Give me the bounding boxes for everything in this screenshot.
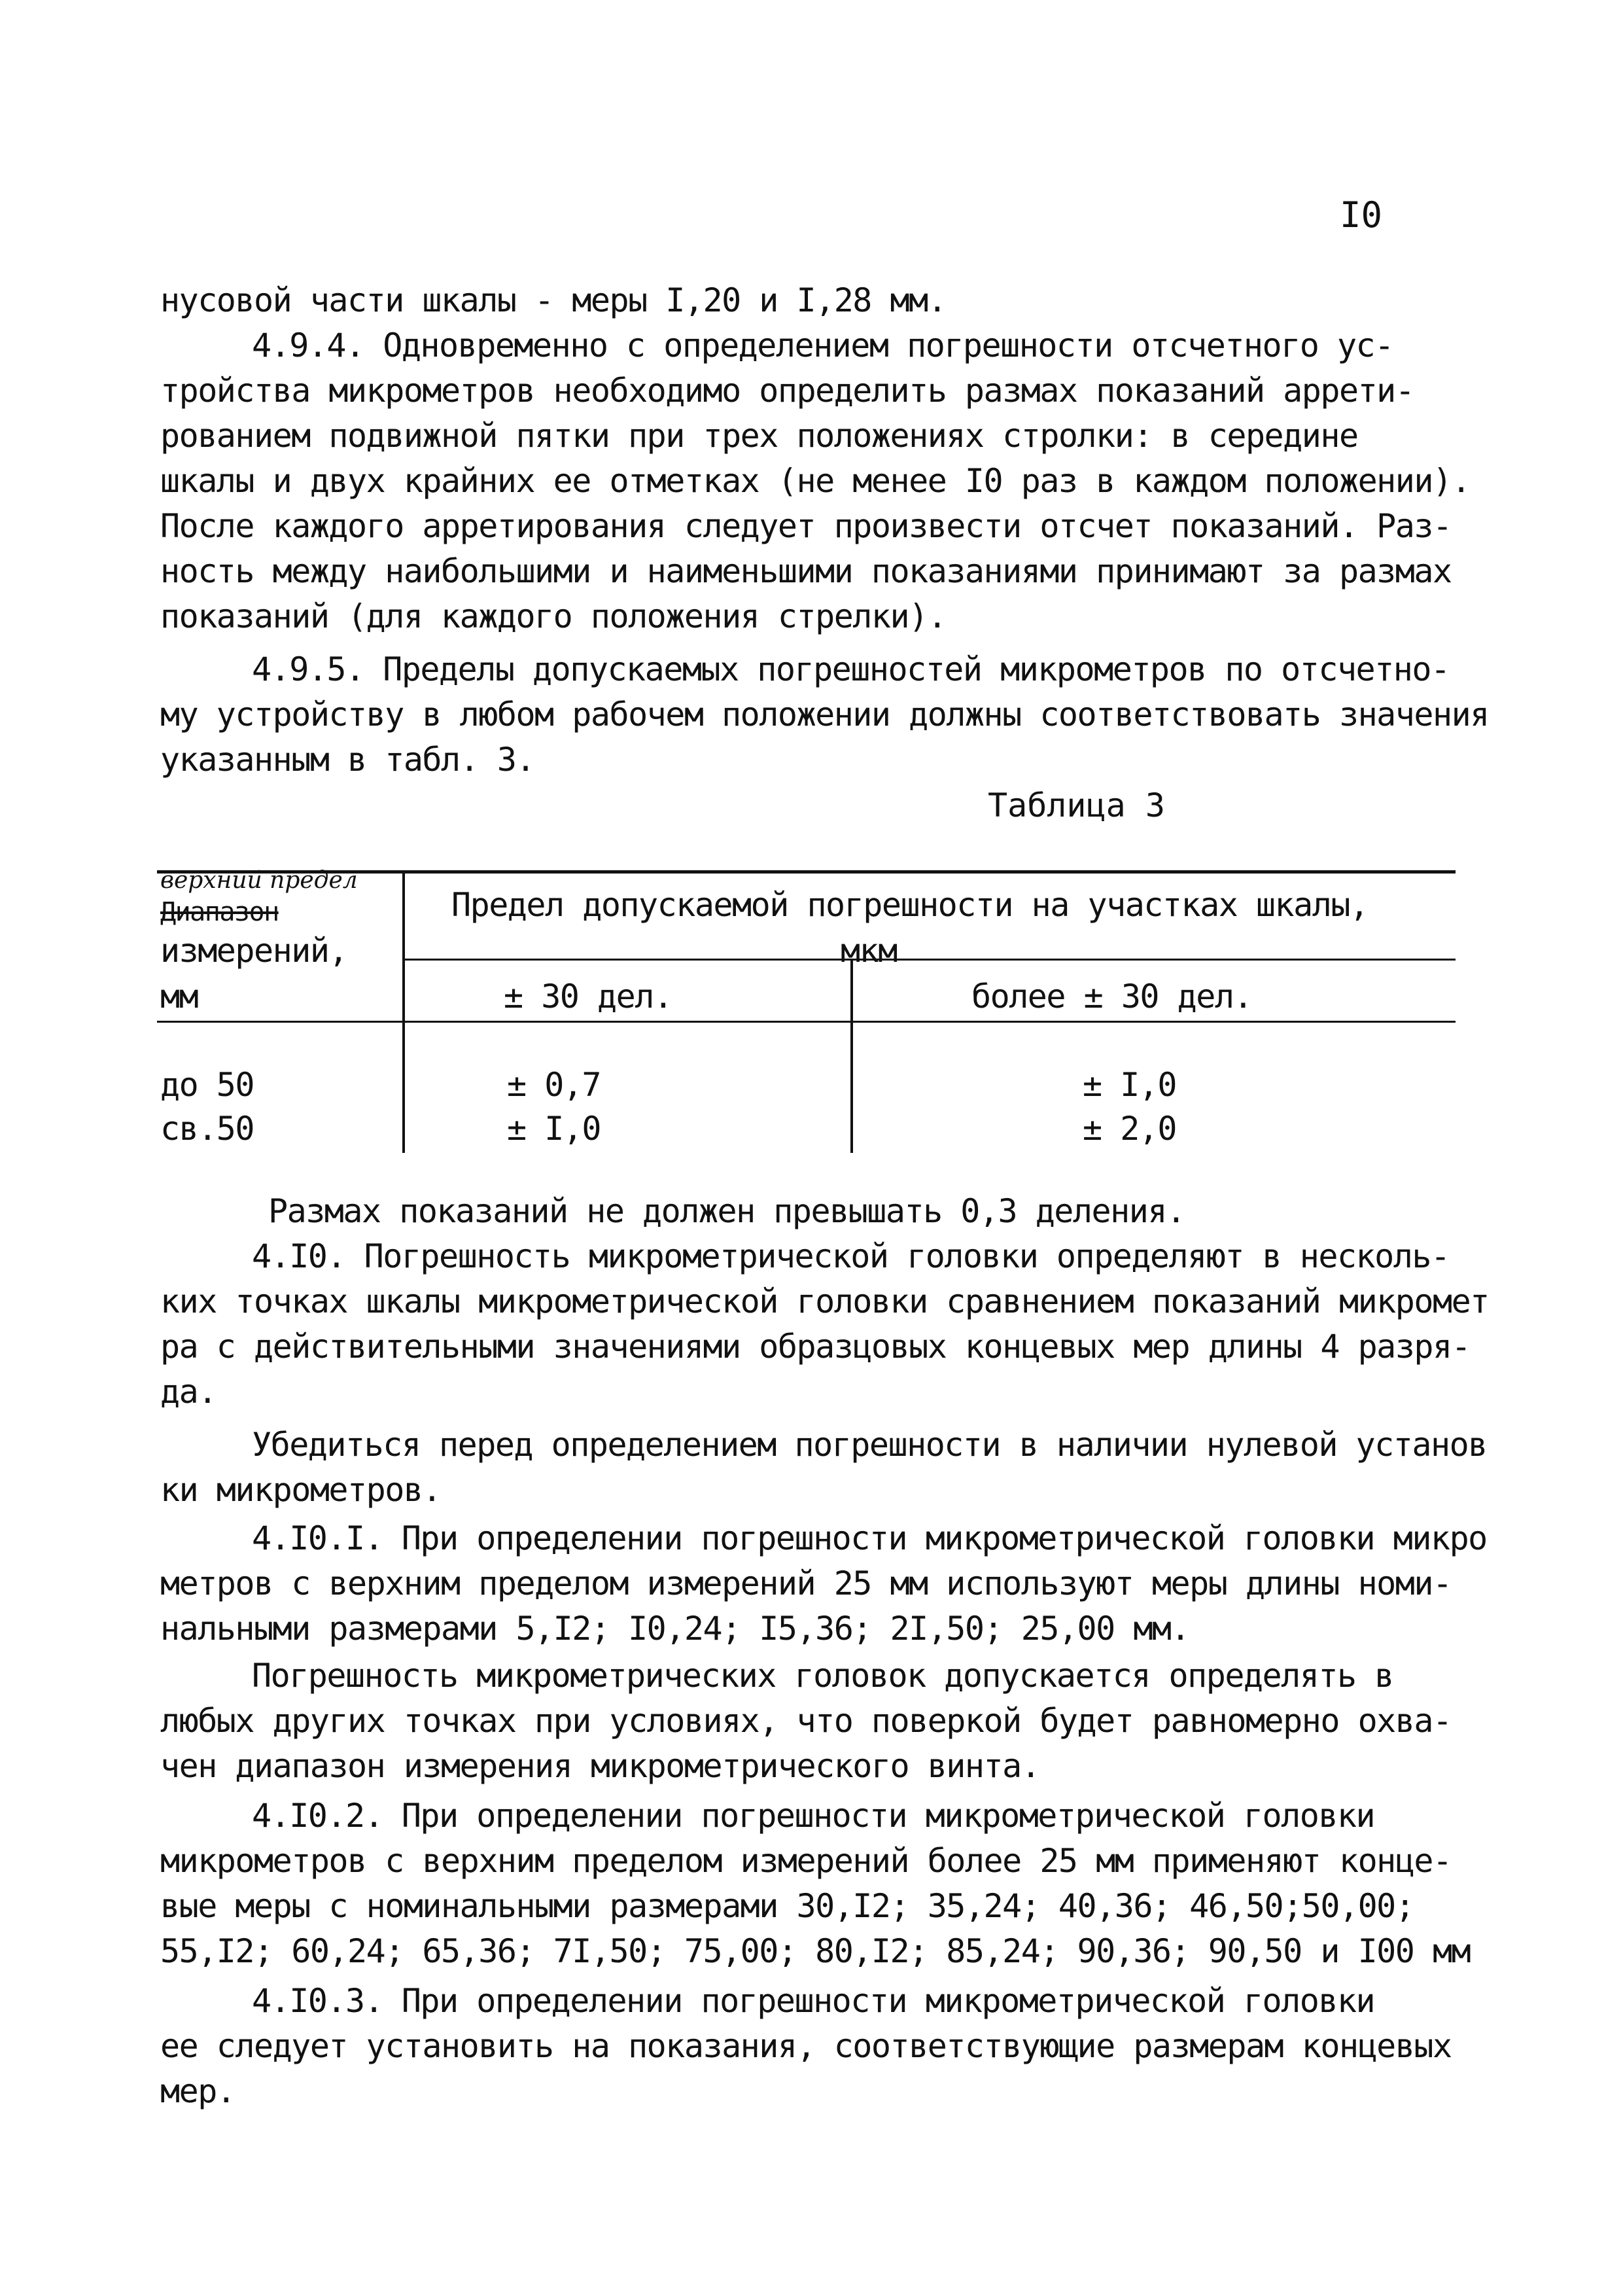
table-row-value: ± 2,0 (1083, 1110, 1177, 1148)
page-number: I0 (1340, 194, 1383, 236)
text-line: ких точках шкалы микрометрической головки сравнением показаний микромет (160, 1282, 1489, 1320)
text-line: рованием подвижной пятки при трех положениях стролки: в середине (160, 417, 1358, 455)
text-line: Убедиться перед определением погрешности в наличии нулевой установ (252, 1426, 1487, 1464)
table-row-range: до 50 (160, 1066, 254, 1104)
text-line: мер. (160, 2072, 236, 2110)
text-line: любых других точках при условиях, что поверкой будет равномерно охва- (160, 1702, 1452, 1740)
text-line: 4.I0.3. При определении погрешности микрометрической головки (252, 1982, 1375, 2020)
text-line: ки микрометров. (160, 1471, 442, 1509)
text-line: ность между наибольшими и наименьшими показаниями принимают за размах (160, 552, 1452, 590)
text-line: После каждого арретирования следует произвести отсчет показаний. Раз- (160, 507, 1452, 545)
struck-word: Диапазон (160, 897, 279, 927)
column-header-30: ± 30 дел. (504, 978, 672, 1016)
text-line: чен диапазон измерения микрометрического винта. (160, 1747, 1040, 1785)
text-line: 4.9.4. Одновременно с определением погрешности отсчетного ус- (252, 327, 1393, 364)
text-line: нусовой части шкалы - меры I,20 и I,28 мм. (160, 281, 947, 319)
column-header-range-unit: мм (160, 978, 198, 1016)
text-line: показаний (для каждого положения стрелки). (160, 597, 947, 635)
table-vertical-rule-2 (850, 960, 853, 1153)
table-row-value: ± 0,7 (507, 1066, 601, 1104)
handwritten-correction: верхний предел (160, 867, 358, 894)
text-line: Размах показаний не должен превышать 0,3 деления. (268, 1192, 1185, 1230)
text-line: шкалы и двух крайних ее отметках (не менее I0 раз в каждом положении). (160, 462, 1471, 500)
column-header-range (160, 864, 358, 928)
text-line: вые меры с номинальными размерами 30,I2; 35,24; 40,36; 46,50;50,00; (160, 1887, 1414, 1925)
text-line: ее следует установить на показания, соответствующие размерам концевых (160, 2027, 1452, 2065)
text-line: ра с действительными значениями образцовых концевых мер длины 4 разря- (160, 1328, 1471, 1366)
text-line: тройства микрометров необходимо определить размах показаний аррети- (160, 372, 1414, 410)
group-header-unit: мкм (841, 932, 897, 970)
text-line: Погрешность микрометрических головок допускается определять в (252, 1657, 1393, 1695)
text-line: указанным в табл. 3. (160, 741, 535, 779)
text-line: 55,I2; 60,24; 65,36; 7I,50; 75,00; 80,I2; 85,24; 90,36; 90,50 и I00 мм (160, 1932, 1471, 1970)
text-line: метров с верхним пределом измерений 25 мм используют меры длины номи- (160, 1564, 1452, 1602)
table-row-range: св.50 (160, 1110, 254, 1148)
text-line: 4.I0.I. При определении погрешности микрометрической головки микро (252, 1519, 1487, 1557)
table-header-bottom-rule (157, 1021, 1456, 1023)
table-row-value: ± I,0 (507, 1110, 601, 1148)
column-header-over-30: более ± 30 дел. (971, 978, 1253, 1016)
text-line: да. (160, 1373, 217, 1411)
text-line: нальными размерами 5,I2; I0,24; I5,36; 2I,50; 25,00 мм. (160, 1610, 1190, 1648)
group-header: Предел допускаемой погрешности на участках шкалы, (451, 886, 1369, 924)
text-line: 4.I0. Погрешность микрометрической головки определяют в несколь- (252, 1237, 1450, 1275)
column-header-range-line2: измерений, (160, 932, 348, 970)
text-line: микрометров с верхним пределом измерений более 25 мм применяют конце- (160, 1842, 1452, 1880)
table-vertical-rule-1 (402, 872, 405, 1153)
table-subheader-rule (404, 959, 1456, 961)
text-line: 4.I0.2. При определении погрешности микрометрической головки (252, 1797, 1375, 1835)
table-title: Таблица 3 (988, 786, 1165, 824)
text-line: му устройству в любом рабочем положении должны соответствовать значения (160, 696, 1489, 733)
table-row-value: ± I,0 (1083, 1066, 1177, 1104)
text-line: 4.9.5. Пределы допускаемых погрешностей микрометров по отсчетно- (252, 650, 1450, 688)
